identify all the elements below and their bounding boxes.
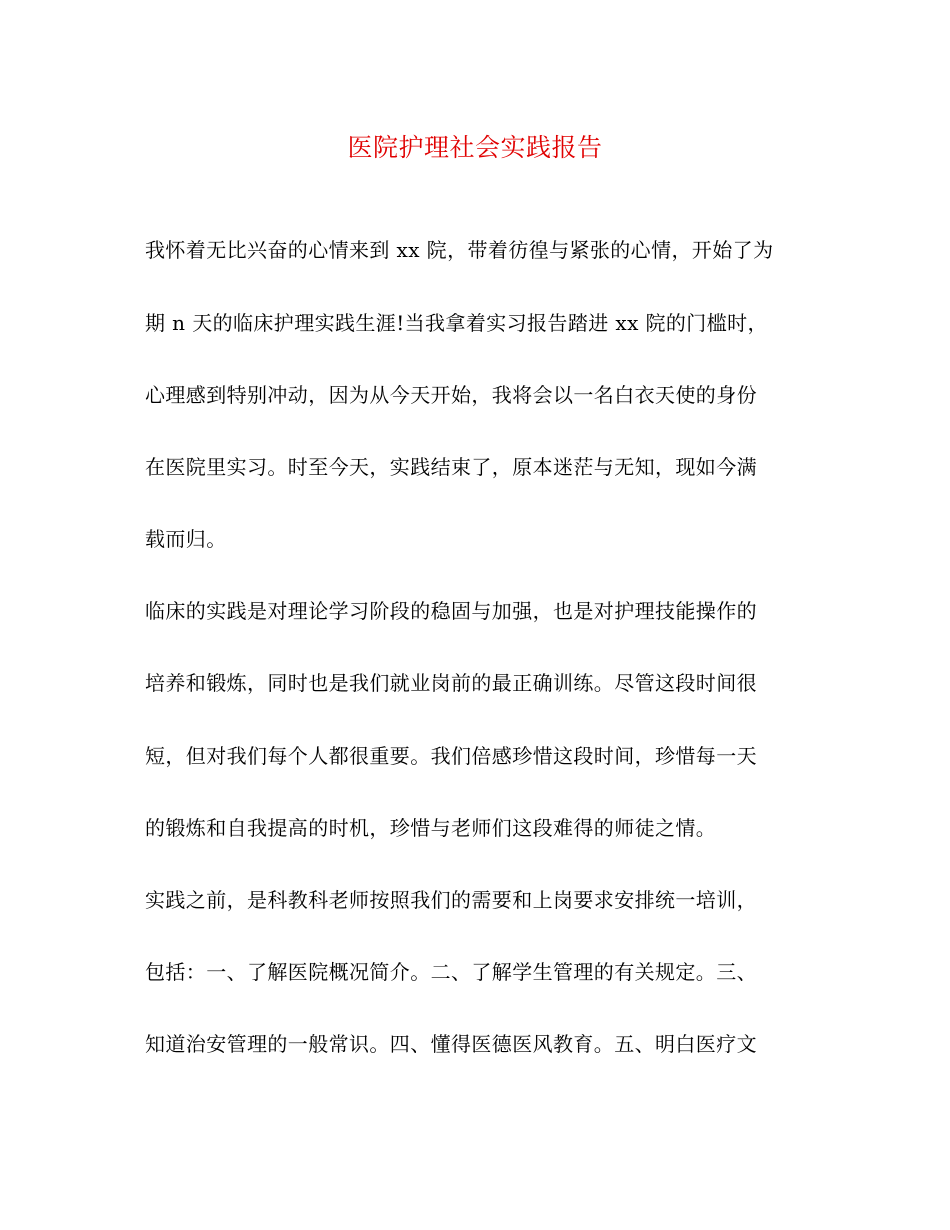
body-text-line: 心理感到特别冲动，因为从今天开始，我将会以一名白衣天使的身份 (145, 383, 757, 407)
body-text-line: 在医院里实习。时至今天，实践结束了，原本迷茫与无知，现如今满 (145, 455, 757, 479)
body-text-line: 实践之前，是科教科老师按照我们的需要和上岗要求安排统一培训， (145, 888, 757, 912)
body-text-line: 的锻炼和自我提高的时机，珍惜与老师们这段难得的师徒之情。 (145, 816, 717, 840)
body-text-line: 知道治安管理的一般常识。四、懂得医德医风教育。五、明白医疗文 (145, 1032, 757, 1056)
body-text-line: 培养和锻炼，同时也是我们就业岗前的最正确训练。尽管这段时间很 (145, 671, 757, 695)
body-text-line: 临床的实践是对理论学习阶段的稳固与加强，也是对护理技能操作的 (145, 599, 757, 623)
body-text-line: 短，但对我们每个人都很重要。我们倍感珍惜这段时间，珍惜每一天 (145, 744, 757, 768)
body-text-line: 载而归。 (145, 527, 227, 551)
body-text-line: 期 n 天的临床护理实践生涯!当我拿着实习报告踏进 xx 院的门槛时， (145, 311, 768, 335)
body-text-line: 我怀着无比兴奋的心情来到 xx 院，带着彷徨与紧张的心情，开始了为 (145, 238, 774, 262)
document-title: 医院护理社会实践报告 (347, 133, 603, 162)
body-text-line: 包括：一、了解医院概况简介。二、了解学生管理的有关规定。三、 (145, 960, 757, 984)
